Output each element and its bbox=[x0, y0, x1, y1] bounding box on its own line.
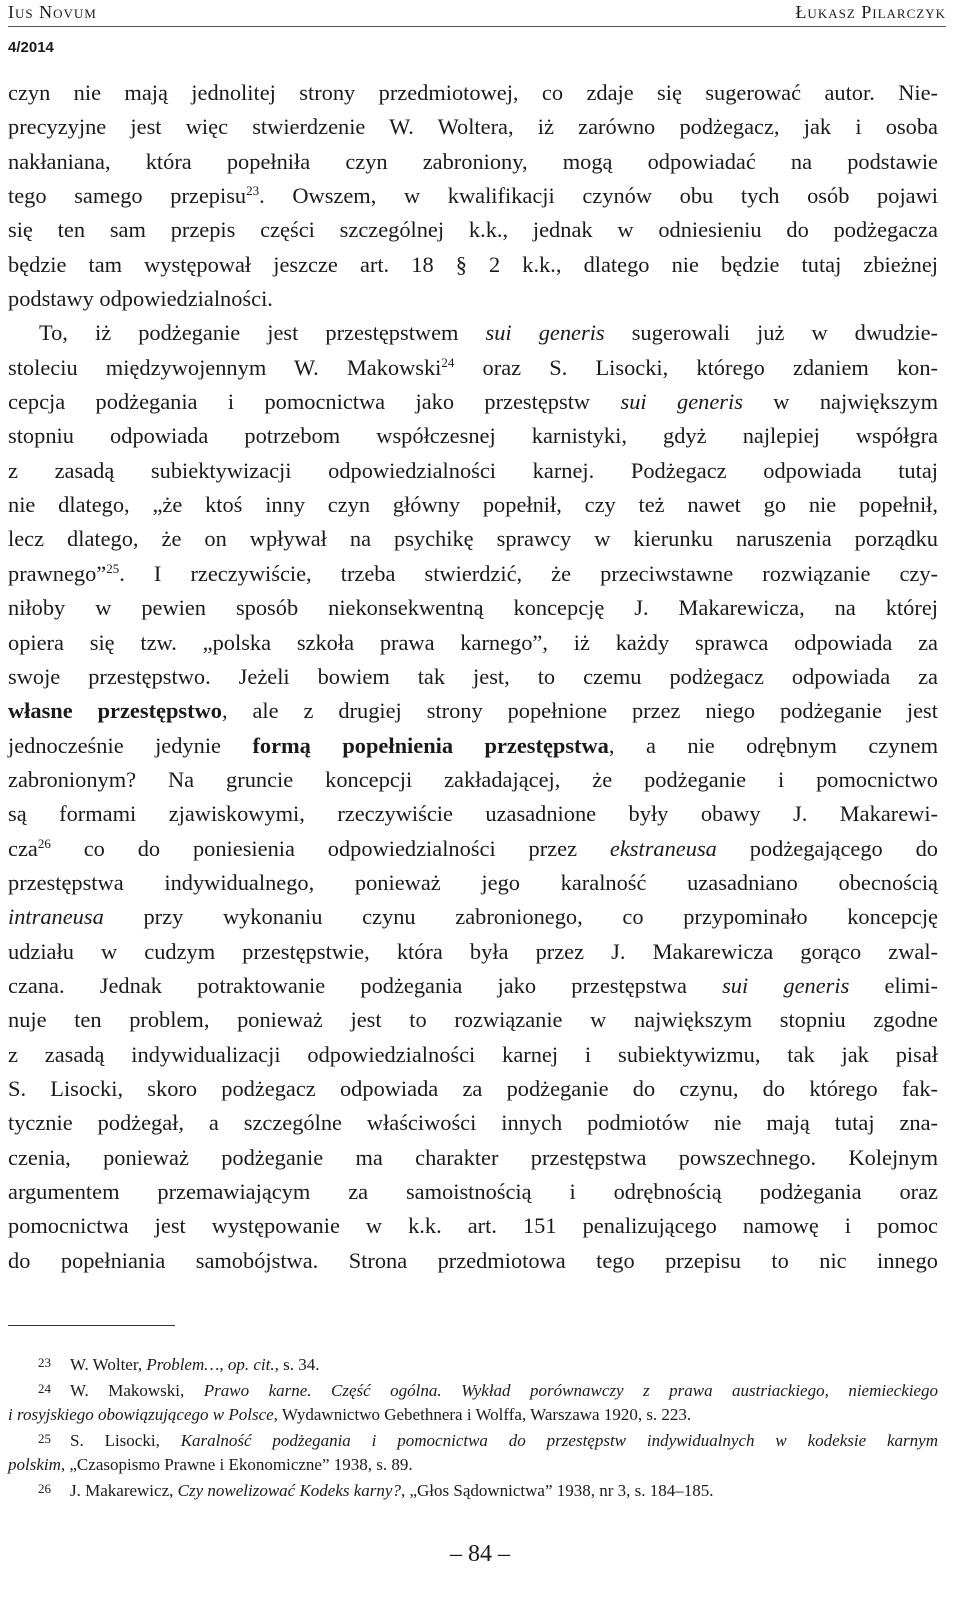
body-line: swoje przestępstwo. Jeżeli bowiem tak jest, to czemu podżegacz odpowiada za bbox=[8, 663, 938, 689]
body-line: udziału w cudzym przestępstwie, która była przez J. Makarewicza gorąco zwal- bbox=[8, 938, 938, 964]
body-line: cepcja podżegania i pomocnictwa jako przestępstw sui generis w największym bbox=[8, 389, 938, 415]
body-line: opiera się tzw. „polska szkoła prawa karnego”, iż każdy sprawca odpowiada za bbox=[8, 629, 938, 655]
body-line: tego samego przepisu$^{23}$. Owszem, w kwalifikacji czynów obu tych osób pojawi bbox=[8, 183, 938, 209]
body-line: stopniu odpowiada potrzebom współczesnej karnistyki, gdyż najlepiej współgra bbox=[8, 423, 938, 449]
body-line: niłoby w pewien sposób niekonsekwentną koncepcję J. Makarewicza, na której bbox=[8, 595, 938, 621]
footnote-separator bbox=[8, 1325, 175, 1326]
page-number: – 84 – bbox=[450, 1541, 510, 1567]
body-line: czyn nie mają jednolitej strony przedmiotowej, co zdaje się sugerować autor. Nie- bbox=[8, 80, 938, 105]
footnotes bbox=[8, 1351, 938, 1503]
body-line: nuje ten problem, ponieważ jest to rozwiązanie w największym stopniu zgodne bbox=[8, 1007, 938, 1033]
body-line: się ten sam przepis części szczególnej k.k., jednak w odniesieniu do podżegacza bbox=[8, 217, 938, 243]
body-line: stoleciu międzywojennym W. Makowski$^{24}$ oraz S. Lisocki, którego zdaniem kon- bbox=[8, 354, 938, 380]
body-line: lecz dlatego, że on wpływał na psychikę sprawcy w kierunku naruszenia porządku bbox=[8, 526, 938, 552]
body-line: zabronionym? Na gruncie koncepcji zakładającej, że podżeganie i pomocnictwo bbox=[8, 766, 938, 792]
running-header bbox=[8, 0, 946, 27]
footnote-25: 25 S. Lisocki, Karalność podżegania i pomocnictwa do przestępstw indywidualnych w kodeksie karnym bbox=[38, 1431, 938, 1450]
body-line: czana. Jednak potraktowanie podżegania jako przestępstwa sui generis elimi- bbox=[8, 972, 938, 998]
body-line: własne przestępstwo, ale z drugiej strony popełnione przez niego podżeganie jest bbox=[8, 698, 938, 724]
body-line: cza$^{26}$ co do poniesienia odpowiedzialności przez ekstraneusa podżegającego do bbox=[8, 835, 939, 861]
footnote-24-cont: i rosyjskiego obowiązującego w Polsce, Wydawnictwo Gebethnera i Wolffa, Warszawa 1920, s. 223. bbox=[8, 1405, 692, 1424]
footnote-24: 24 W. Makowski, Prawo karne. Część ogólna. Wykład porównawczy z prawa austriackiego, niemieckiego bbox=[38, 1381, 939, 1400]
footnote-ref-25[interactable]: 25 bbox=[106, 560, 120, 576]
body-line: z zasadą subiektywizacji odpowiedzialności karnej. Podżegacz odpowiada tutaj bbox=[8, 457, 938, 483]
journal-title: Ius Novum bbox=[8, 2, 97, 22]
body-line: do popełniania samobójstwa. Strona przedmiotowa tego przepisu to nic innego bbox=[8, 1247, 938, 1273]
body-line: prawnego”$^{25}$. I rzeczywiście, trzeba stwierdzić, że przeciwstawne rozwiązanie czy- bbox=[8, 560, 938, 586]
body-line: czenia, ponieważ podżeganie ma charakter przestępstwa powszechnego. Kolejnym bbox=[8, 1144, 938, 1170]
body-line: podstawy odpowiedzialności. bbox=[8, 286, 273, 312]
footnote-25-cont: polskim, „Czasopismo Prawne i Ekonomiczne” 1938, s. 89. bbox=[8, 1455, 413, 1474]
body-line: intraneusa przy wykonaniu czynu zabronionego, co przypominało koncepcję bbox=[8, 904, 938, 930]
body-line: precyzyjne jest więc stwierdzenie W. Woltera, iż zarówno podżegacz, jak i osoba bbox=[8, 114, 938, 140]
issue-number: 4/2014 bbox=[8, 39, 54, 56]
body-line: nie dlatego, „że ktoś inny czyn główny popełnił, czy też nawet go nie popełnił, bbox=[8, 492, 938, 518]
body-line: argumentem przemawiającym za samoistnością i odrębnością podżegania oraz bbox=[8, 1179, 938, 1204]
body-line: To, iż podżeganie jest przestępstwem sui generis sugerowali już w dwudzie- bbox=[39, 320, 938, 346]
article-body bbox=[8, 76, 938, 1278]
body-line: będzie tam występował jeszcze art. 18 § 2 k.k., dlatego nie będzie tutaj zbieżnej bbox=[8, 251, 938, 277]
body-line: S. Lisocki, skoro podżegacz odpowiada za podżeganie do czynu, do którego fak- bbox=[8, 1075, 938, 1101]
footnote-23: 23 W. Wolter, Problem…, op. cit., s. 34. bbox=[38, 1355, 320, 1374]
footnote-ref-26[interactable]: 26 bbox=[37, 835, 51, 851]
body-line: nakłaniana, która popełniła czyn zabroniony, mogą odpowiadać na podstawie bbox=[8, 148, 938, 174]
footnote-ref-23[interactable]: 23 bbox=[246, 183, 260, 199]
footnote-26: 26 J. Makarewicz, Czy nowelizować Kodeks karny?, „Głos Sądownictwa” 1938, nr 3, s. 184–185. bbox=[38, 1481, 714, 1500]
body-line: są formami zjawiskowymi, rzeczywiście uzasadnione były obawy J. Makarewi- bbox=[8, 801, 938, 827]
body-line: jednocześnie jedynie formą popełnienia przestępstwa, a nie odrębnym czynem bbox=[8, 732, 938, 758]
body-line: pomocnictwa jest występowanie w k.k. art. 151 penalizującego namowę i pomoc bbox=[8, 1213, 938, 1239]
author-name: Łukasz Pilarczyk bbox=[795, 2, 946, 22]
body-line: tycznie podżegał, a szczególne właściwości innych podmiotów nie mają tutaj zna- bbox=[8, 1110, 938, 1136]
footnote-ref-24[interactable]: 24 bbox=[441, 354, 455, 370]
body-line: z zasadą indywidualizacji odpowiedzialności karnej i subiektywizmu, tak jak pisał bbox=[8, 1041, 938, 1067]
body-line: przestępstwa indywidualnego, ponieważ jego karalność uzasadniano obecnością bbox=[8, 869, 938, 895]
